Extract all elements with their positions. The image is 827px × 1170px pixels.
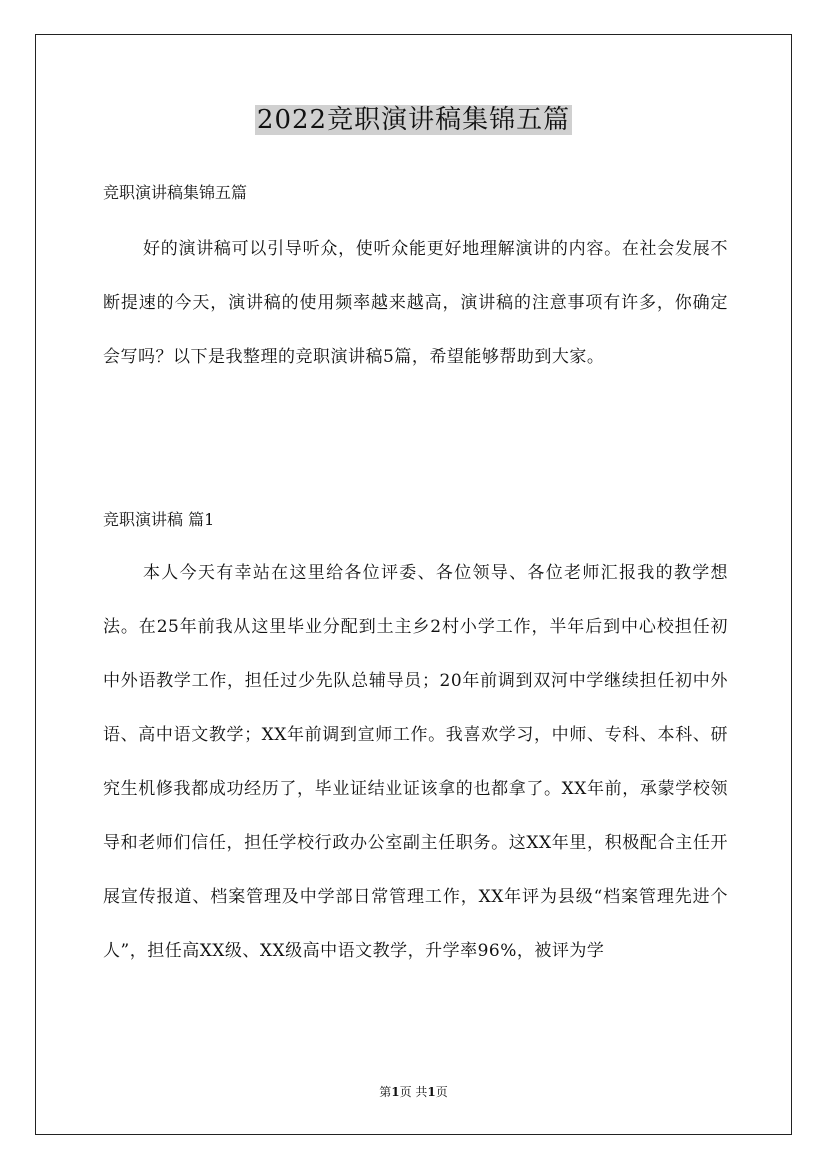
page-footer: [0, 1084, 827, 1100]
document-title-text: 2022竞职演讲稿集锦五篇: [256, 105, 571, 135]
section-paragraph-1: 本人今天有幸站在这里给各位评委、各位领导、各位老师汇报我的教学想法。在25年前我从这里毕业分配到土主乡2村小学工作，半年后到中心校担任初中外语教学工作，担任过少先队总辅导员；20年前调到双河中学继续担任初中外语、高中语文教学；XX年前调到宣师工作。我喜欢学习，中师、专科、本科、研究生机修我都成功经历了，毕业证结业证该拿的也都拿了。XX年前，承蒙学校领导和老师们信任，担任学校行政办公室副主任职务。这XX年里，积极配合主任开展宣传报道、档案管理及中学部日常管理工作，XX年评为县级“档案管理先进个人”，担任高XX级、XX级高中语文教学，升学率96%，被评为学: [103, 563, 728, 961]
section-heading-1: 竞职演讲稿 篇1: [103, 510, 215, 529]
footer-page-suffix: 页: [435, 1085, 448, 1099]
footer-page-total: 1: [427, 1085, 436, 1099]
intro-paragraph: 好的演讲稿可以引导听众，使听众能更好地理解演讲的内容。在社会发展不断提速的今天，演讲稿的使用频率越来越高，演讲稿的注意事项有许多，你确定会写吗？以下是我整理的竞职演讲稿5篇，希望能够帮助到大家。: [103, 239, 728, 367]
footer-page-mid: 页 共: [399, 1085, 428, 1099]
document-subtitle: 竞职演讲稿集锦五篇: [103, 183, 248, 202]
document-title: [0, 100, 827, 140]
footer-page-number: 1: [391, 1085, 400, 1099]
footer-page-prefix: 第: [379, 1085, 392, 1099]
